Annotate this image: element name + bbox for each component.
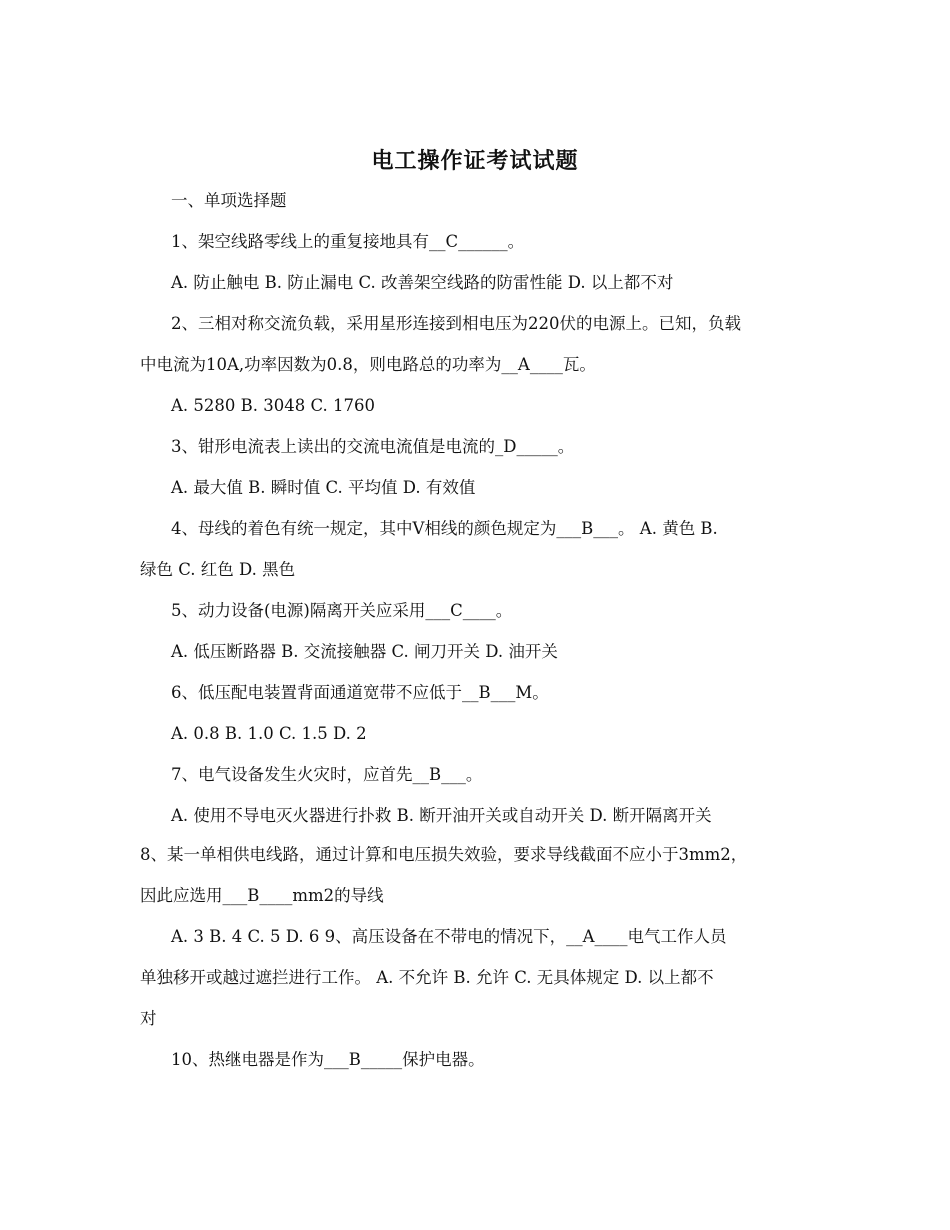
question-2-line-2: 中电流为10A,功率因数为0.8，则电路总的功率为__A____瓦。: [140, 355, 596, 374]
question-2-options: A. 5280 B. 3048 C. 1760: [171, 396, 376, 415]
question-7-options: A. 使用不导电灭火器进行扑救 B. 断开油开关或自动开关 D. 断开隔离开关: [171, 806, 712, 825]
question-8-options-question-9: A. 3 B. 4 C. 5 D. 6 9、高压设备在不带电的情况下，__A____电气工作人员: [171, 927, 727, 946]
document-title: 电工操作证考试试题: [371, 148, 579, 174]
question-4-line-2: 绿色 C. 红色 D. 黑色: [140, 560, 296, 579]
question-5-options: A. 低压断路器 B. 交流接触器 C. 闸刀开关 D. 油开关: [171, 642, 558, 661]
question-4-line-1: 4、母线的着色有统一规定，其中V相线的颜色规定为___B___。 A. 黄色 B.: [171, 519, 718, 538]
question-2-line-1: 2、三相对称交流负载，采用星形连接到相电压为220伏的电源上。已知，负载: [171, 314, 741, 333]
question-8-line-2: 因此应选用___B____mm2的导线: [140, 886, 384, 905]
question-6-options: A. 0.8 B. 1.0 C. 1.5 D. 2: [171, 724, 367, 743]
question-7: 7、电气设备发生火灾时，应首先__B___。: [171, 765, 483, 784]
question-9-line-3: 对: [140, 1009, 157, 1028]
question-10: 10、热继电器是作为___B_____保护电器。: [171, 1050, 485, 1069]
section-heading: 一、单项选择题: [171, 191, 287, 210]
question-3-options: A. 最大值 B. 瞬时值 C. 平均值 D. 有效值: [171, 478, 476, 497]
question-5: 5、动力设备(电源)隔离开关应采用___C____。: [171, 601, 513, 620]
question-3: 3、钳形电流表上读出的交流电流值是电流的_D_____。: [171, 437, 575, 456]
question-8-line-1: 8、某一单相供电线路，通过计算和电压损失效验，要求导线截面不应小于3mm2，: [140, 845, 748, 864]
question-6: 6、低压配电装置背面通道宽带不应低于__B___M。: [171, 683, 549, 702]
question-1: 1、架空线路零线上的重复接地具有__C______。: [171, 232, 525, 251]
question-9-line-2: 单独移开或越过遮拦进行工作。 A. 不允许 B. 允许 C. 无具体规定 D. 以上都不: [140, 968, 714, 987]
question-1-options: A. 防止触电 B. 防止漏电 C. 改善架空线路的防雷性能 D. 以上都不对: [171, 273, 674, 292]
